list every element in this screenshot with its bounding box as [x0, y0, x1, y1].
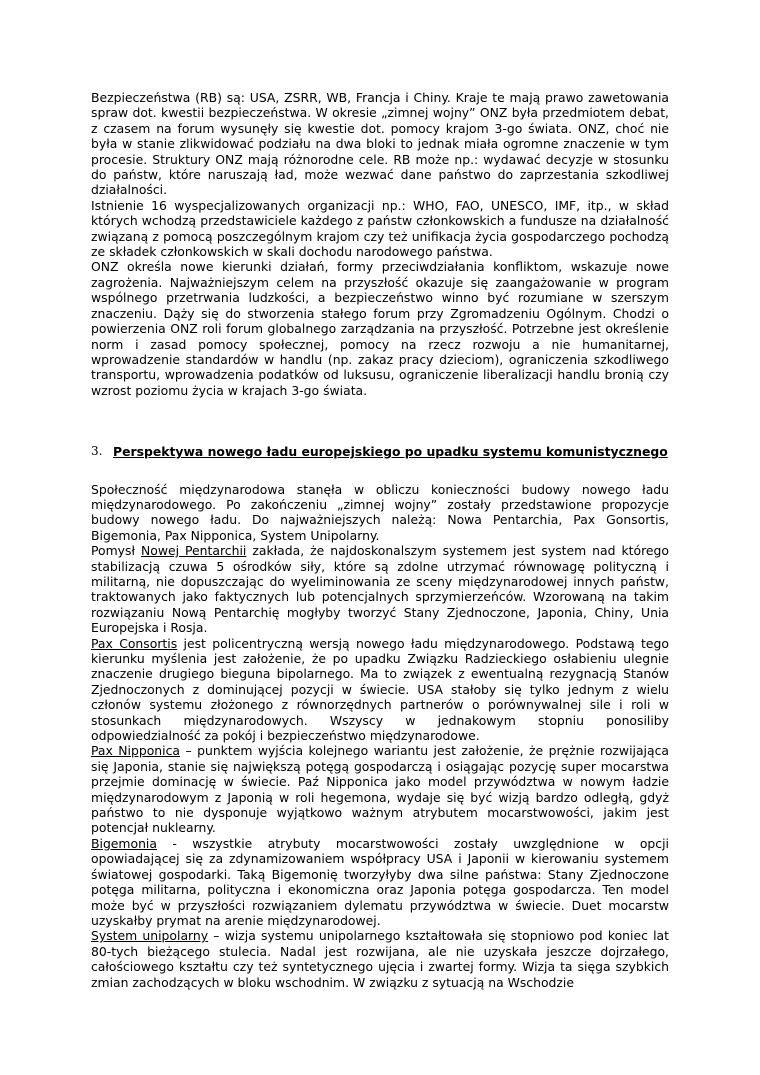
paragraph-nipponica: [91, 743, 669, 835]
paragraph-onz-directions: ONZ określa nowe kierunki działań, formy przeciwdziałania konfliktom, wskazuje nowe zagrożenia. Najważniejszym celem na przyszłość okazuje się zaangażowanie w program wspólnego przetrwania ludzkości, a bezpieczeństwo winno być rozumiane w szerszym znaczeniu. Dąży się do stworzenia stałego forum przy Zgromadzeniu Ogólnym. Chodzi o powierzenia ONZ roli forum globalnego zarządzania na przyszłość. Potrzebne jest określenie norm i zasad pomocy społecznej, pomocy na rzecz rozwoju a nie humanitarnej, wprowadzenie standardów w handlu (np. zakaz pracy dzieciom), ograniczenia szkodliwego transportu, wprowadzenia podatków od luksusu, ograniczenie liberalizacji handlu bronią czy wzrost poziomu życia w krajach 3-go świata.: [91, 259, 669, 398]
paragraph-consortis: [91, 636, 669, 744]
paragraph-pentarchia-lead: Pomysł: [91, 543, 141, 559]
paragraph-rb: Bezpieczeństwa (RB) są: USA, ZSRR, WB, Francja i Chiny. Kraje te mają prawo zawetowania spraw dot. kwestii bezpieczeństwa. W okresie „zimnej wojny” ONZ była przedmiotem debat, z czasem na forum wysunęły się kwestie dot. pomocy krajom 3-go świata. ONZ, choć nie była w stanie zlikwidować podziału na dwa bloki to jednak miała ogromne znaczenie w tym procesie. Struktury ONZ mają różnorodne cele. RB może np.: wydawać decyzje w stosunku do państw, które naruszają ład, może wezwać dane państwo do zaprzestania szkodliwej działalności.: [91, 90, 669, 198]
paragraph-unipolarny-text: – wizja systemu unipolarnego kształtowała się stopniowo pod koniec lat 80-tych bieżącego stulecia. Nadal jest rozwijana, ale nie uzyskała jeszcze dojrzałego, całościowego kształtu czy też syntetycznego ujęcia i zwartej formy. Wizja ta sięga szybkich zmian zachodzących w bloku wschodnim. W związku z sytuacją na Wschodzie: [91, 928, 669, 990]
paragraph-bigemonia-text: - wszystkie atrybuty mocarstwowości zostały uwzględnione w opcji opowiadającej się za zdynamizowaniem współpracy USA i Japonii w kierowaniu systemem światowej gospodarki. Taką Bigemonię tworzyłyby dwa silne państwa: Stany Zjednoczone potęga militarna, polityczna i ekonomiczna oraz Japonia potęga gospodarcza. Ten model może być w przyszłości rozwiązaniem dylematu przywództwa w świecie. Duet mocarstw uzyskałby prymat na arenie międzynarodowej.: [91, 835, 669, 928]
section-title: Perspektywa nowego ładu europejskiego po upadku systemu komunistycznego: [113, 444, 668, 460]
term-nowa-pentarchia: Nowej Pentarchii: [140, 543, 247, 559]
paragraph-consortis-text: jest policentryczną wersją nowego ładu międzynarodowego. Podstawą tego kierunku myślenia jest założenie, że po upadku Związku Radzieckiego osłabieniu ulegnie znaczenie drugiego bieguna bipolarnego. Ma to związek z ewentualną rezygnacją Stanów Zjednoczonych z dominującej pozycji w świecie. USA stałoby się tylko jednym z wielu członów systemu złożonego z równorzędnych partnerów o porównywalnej sile i roli w stosunkach międzynarodowych. Wszyscy w jednakowym stopniu ponosiliby odpowiedzialność za pokój i bezpieczeństwo międzynarodowe.: [91, 635, 669, 744]
paragraph-organizations: Istnienie 16 wyspecjalizowanych organizacji np.: WHO, FAO, UNESCO, IMF, itp., w skład których wchodzą przedstawiciele każdego z państw członkowskich a fundusze na działalność związaną z pomocą poszczególnym krajom czy też unifikacja życia gospodarczego pochodzą ze składek członkowskich w skali dochodu narodowego państwa.: [91, 197, 669, 260]
paragraph-pentarchia: [91, 543, 669, 635]
paragraph-unipolarny: [91, 928, 669, 990]
term-system-unipolarny: System unipolarny: [91, 928, 209, 944]
paragraph-bigemonia: [91, 836, 669, 928]
paragraph-intro: Społeczność międzynarodowa stanęła w obliczu konieczności budowy nowego ładu międzynarodowego. Po zakończeniu „zimnej wojny” zostały przedstawione propozycje budowy nowego ładu. Do najważniejszych należą: Nowa Pentarchia, Pax Gonsortis, Bigemonia, Pax Nipponica, System Unipolarny.: [91, 481, 669, 543]
paragraph-nipponica-text: – punktem wyjścia kolejnego wariantu jest założenie, że prężnie rozwijająca się Japonia, stanie się największą potęgą gospodarczą i osiągając pozycję super mocarstwa przejmie dominację w świecie. Paź Nipponica jako model przywództwa w nowym ładzie międzynarodowym z Japonią w roli hegemona, wydaje się być wizją bardzo odległą, gdyż państwo to nie dysponuje wyjątkowo ważnym atrybutem mocarstwowości, jakim jest potencjał nuklearny.: [91, 743, 669, 836]
document-page: [91, 90, 669, 990]
term-pax-nipponica: Pax Nipponica: [91, 743, 181, 759]
section-heading: [91, 444, 669, 459]
term-bigemonia: Bigemonia: [91, 835, 157, 851]
spacer: [91, 398, 669, 444]
term-pax-consortis: Pax Consortis: [91, 635, 178, 651]
section-number: 3.: [91, 444, 103, 459]
paragraph-pentarchia-text: zakłada, że najdoskonalszym systemem jest system nad którego stabilizacją czuwa 5 ośrodków siły, które są zdolne utrzymać równowagę polityczną i militarną, nie dopuszczając do wyeliminowania ze sceny międzynarodowej innych państw, traktowanych jako faktycznych lub potencjalnych sprzymierzeńców. Wzorowaną na takim rozwiązaniu Nową Pentarchię mogłyby tworzyć Stany Zjednoczone, Japonia, Chiny, Unia Europejska i Rosja.: [91, 543, 669, 636]
